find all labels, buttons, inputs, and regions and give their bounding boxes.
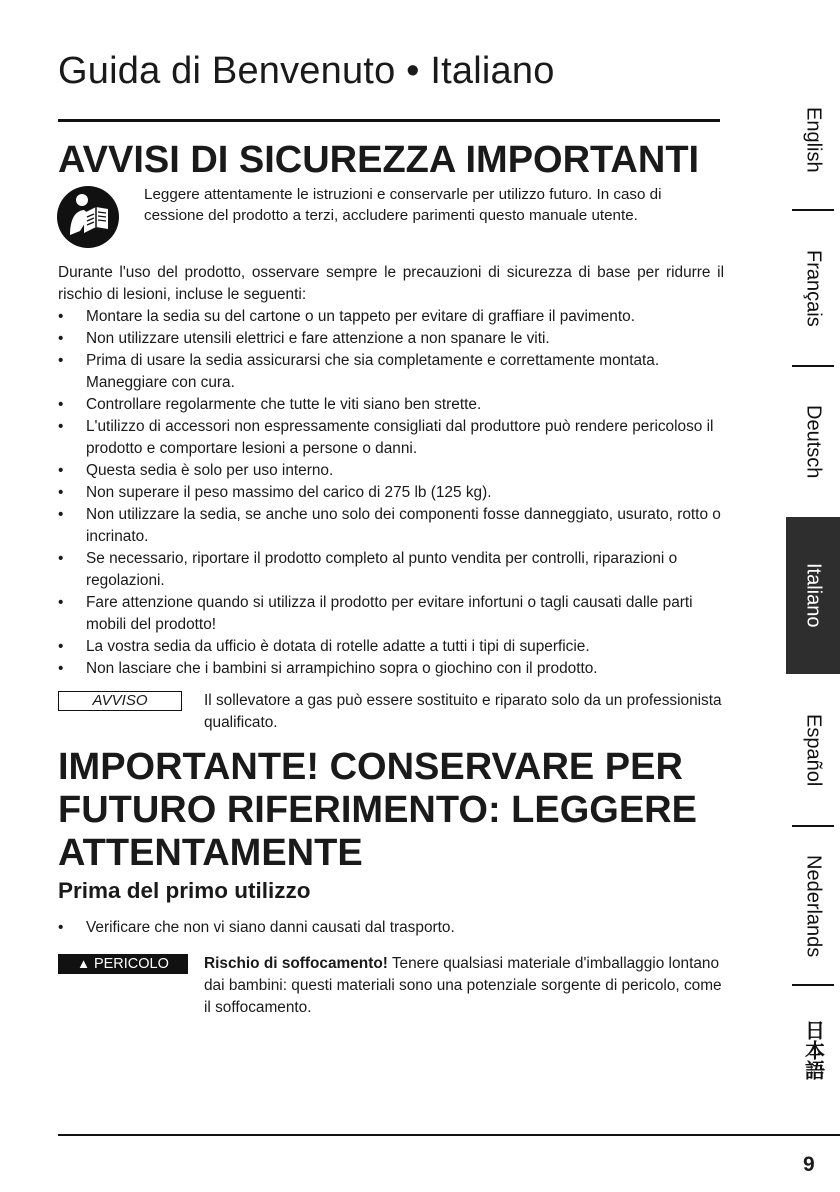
list-item: • L'utilizzo di accessori non espressamente consigliati dal produttore può rendere pericoloso il prodotto e comportare lesioni a persone o danni. (58, 416, 726, 460)
tab-espanol[interactable] (786, 674, 840, 826)
danger-label: PERICOLO (93, 956, 169, 972)
list-item: • Prima di usare la sedia assicurarsi che sia completamente e correttamente montata. Maneggiare con cura. (58, 350, 726, 394)
danger-description: Tenere qualsiasi materiale d'imballaggio lontano dai bambini: questi materiali sono una potenziale sorgente di pericolo, come il soffocamento. (204, 955, 722, 1016)
header-divider (58, 119, 720, 122)
precaution-intro: Durante l'uso del prodotto, osservare sempre le precauzioni di sicurezza di base per ridurre il rischio di lesioni, incluse le seguenti: (58, 264, 724, 303)
list-item: • La vostra sedia da ufficio è dotata di rotelle adatte a tutti i tipi di superficie. (58, 636, 726, 658)
tab-label: 日本語 (801, 1020, 824, 1080)
list-item: • Controllare regolarmente che tutte le viti siano ben strette. (58, 394, 726, 416)
list-item: • Non utilizzare la sedia, se anche uno solo dei componenti fosse danneggiato, usurato, rotto o incrinato. (58, 504, 726, 548)
list-item: • Verificare che non vi siano danni causati dal trasporto. (58, 917, 698, 939)
list-item: • Montare la sedia su del cartone o un tappeto per evitare di graffiare il pavimento. (58, 306, 726, 328)
list-item: • Non lasciare che i bambini si arrampichino sopra o giochino con il prodotto. (58, 658, 726, 680)
notice-text: Il sollevatore a gas può essere sostituito e riparato solo da un professionista qualificato. (204, 692, 722, 731)
tab-italiano[interactable] (786, 517, 840, 674)
tab-francais[interactable] (786, 211, 840, 366)
footer-divider (58, 1134, 840, 1136)
danger-text (204, 953, 724, 1019)
safety-intro-text: Leggere attentamente le istruzioni e conservarle per utilizzo futuro. In caso di cessione del prodotto a terzi, accludere parimenti questo manuale utente. (144, 186, 662, 224)
tab-label: Deutsch (802, 405, 825, 479)
language-tabs (786, 0, 840, 1192)
tab-deutsch[interactable] (786, 367, 840, 517)
list-item: • Questa sedia è solo per uso interno. (58, 460, 726, 482)
danger-badge (58, 954, 188, 974)
important-heading: IMPORTANTE! CONSERVARE PER FUTURO RIFERIMENTO: LEGGERE ATTENTAMENTE (58, 746, 697, 874)
tab-label: Français (802, 250, 825, 327)
list-item: • Non utilizzare utensili elettrici e fare attenzione a non spanare le viti. (58, 328, 726, 350)
tab-japanese[interactable] (786, 986, 840, 1114)
page-number: 9 (803, 1153, 815, 1176)
list-item: • Non superare il peso massimo del carico di 275 lb (125 kg). (58, 482, 726, 504)
safety-precautions-list (58, 306, 726, 680)
list-item: • Se necessario, riportare il prodotto completo al punto vendita per controlli, riparazioni o regolazioni. (58, 548, 726, 592)
read-manual-icon (56, 185, 120, 249)
notice-badge: AVVISO (58, 691, 182, 711)
warning-triangle-icon: ▲ (77, 956, 90, 971)
tab-nederlands[interactable] (786, 827, 840, 985)
first-use-heading: Prima del primo utilizzo (58, 878, 311, 903)
first-use-list (58, 917, 698, 939)
page-title: Guida di Benvenuto • Italiano (58, 50, 555, 92)
tab-label: Español (802, 713, 825, 787)
danger-title: Rischio di soffocamento! (204, 955, 388, 972)
tab-label: English (802, 107, 825, 173)
safety-heading: AVVISI DI SICUREZZA IMPORTANTI (58, 139, 700, 181)
tab-english[interactable] (786, 70, 840, 210)
tab-label: Italiano (802, 563, 825, 628)
list-item: • Fare attenzione quando si utilizza il prodotto per evitare infortuni o tagli causati dalle parti mobili del prodotto! (58, 592, 726, 636)
tab-label: Nederlands (802, 854, 825, 958)
